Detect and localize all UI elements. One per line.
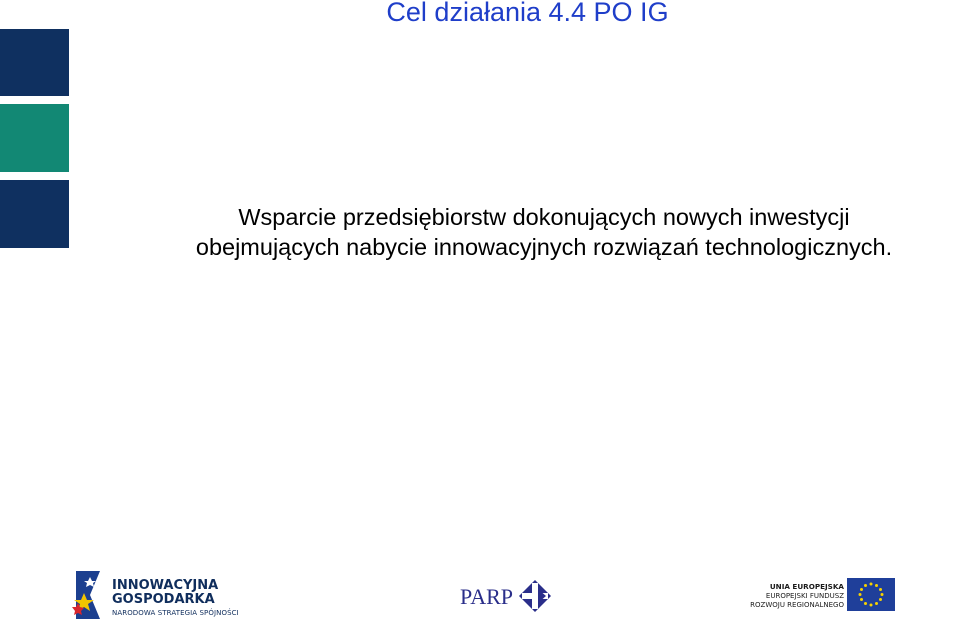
eu-caption	[750, 582, 844, 611]
eu-flag-icon	[847, 578, 895, 611]
ig-wordmark	[112, 579, 218, 607]
eu-logo	[750, 578, 900, 614]
ig-line-2: GOSPODARKA	[112, 592, 215, 607]
parp-wordmark: PARP	[460, 584, 514, 609]
accent-bar-middle	[0, 104, 69, 172]
body-line-1: Wsparcie przedsiębiorstw dokonujących nowych inwestycji	[238, 204, 850, 230]
parp-logo	[460, 578, 555, 614]
accent-bar-top	[0, 29, 69, 96]
eu-line-2: EUROPEJSKI FUNDUSZ	[765, 591, 844, 600]
body-line-2: obejmujących nabycie innowacyjnych rozwiązań technologicznych.	[195, 234, 893, 260]
ig-subtitle: NARODOWA STRATEGIA SPÓJNOŚCI	[112, 609, 239, 617]
eu-line-3: ROZWOJU REGIONALNEGO	[750, 601, 844, 609]
ig-line-1: INNOWACYJNA	[112, 578, 219, 593]
slide-title: Cel działania 4.4 PO IG	[386, 0, 669, 27]
ig-emblem-icon	[70, 569, 110, 621]
eu-line-1: UNIA EUROPEJSKA	[769, 582, 844, 591]
innowacyjna-gospodarka-logo	[70, 569, 240, 619]
slide-body	[0, 202, 959, 262]
parp-emblem-icon	[518, 579, 552, 613]
